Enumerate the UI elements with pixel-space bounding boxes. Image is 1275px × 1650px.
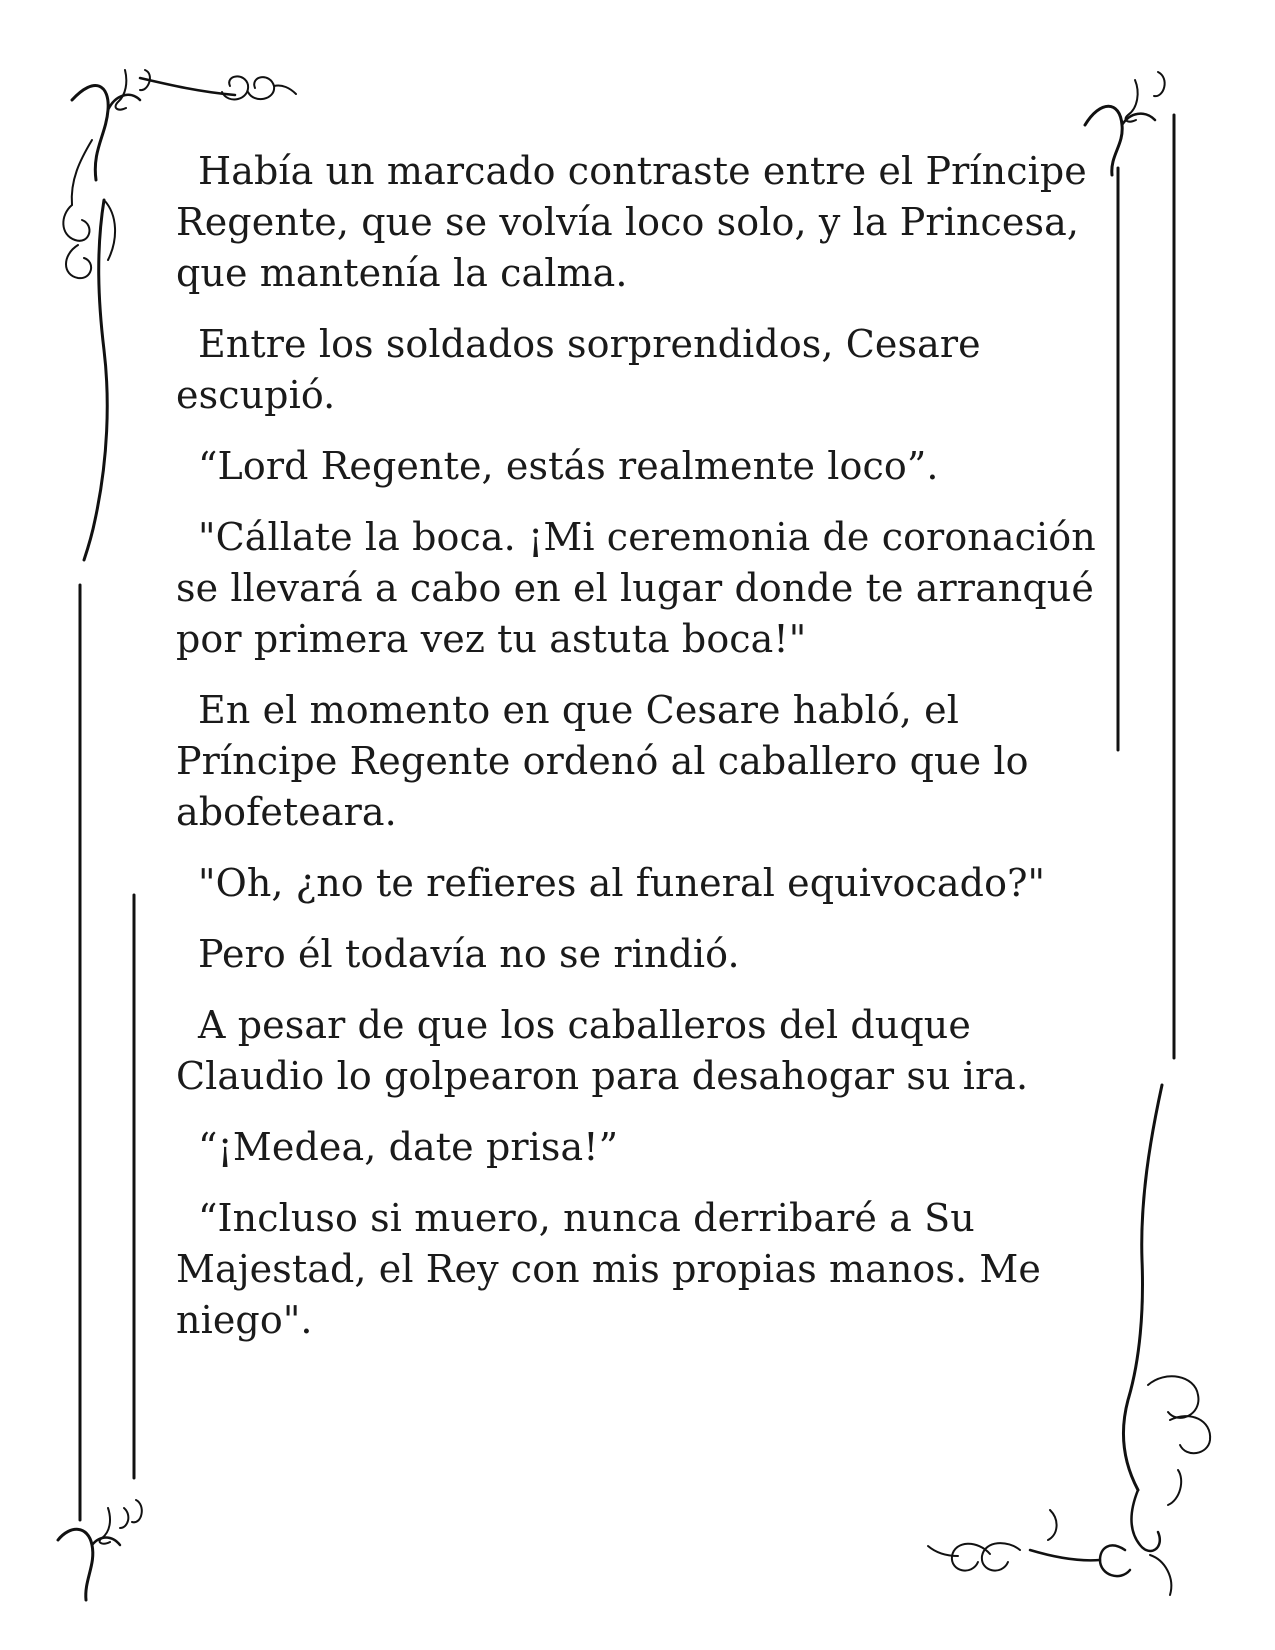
top-right-flourish: [1085, 72, 1165, 175]
paragraph: “Lord Regente, estás realmente loco”.: [198, 444, 939, 488]
paragraph: Pero él todavía no se rindió.: [198, 932, 740, 976]
story-text: [176, 146, 1096, 1366]
paragraph: “¡Medea, date prisa!”: [198, 1125, 619, 1169]
paragraph: “Incluso si muero, nunca derribaré a Su Majestad, el Rey con mis propias manos. Me niego".: [176, 1196, 1041, 1342]
paragraph: En el momento en que Cesare habló, el Príncipe Regente ordenó al caballero que lo abofeteara.: [176, 688, 1029, 834]
paragraph: A pesar de que los caballeros del duque Claudio lo golpearon para desahogar su ira.: [176, 1003, 1029, 1098]
paragraph: Había un marcado contraste entre el Príncipe Regente, que se volvía loco solo, y la Princesa, que mantenía la calma.: [176, 149, 1087, 295]
paragraph: "Oh, ¿no te refieres al funeral equivocado?": [198, 861, 1046, 905]
bottom-left-flourish: [58, 1500, 142, 1600]
paragraph: "Cállate la boca. ¡Mi ceremonia de coronación se llevará a cabo en el lugar donde te arranqué por primera vez tu astuta boca!": [176, 515, 1096, 661]
paragraph: Entre los soldados sorprendidos, Cesare escupió.: [176, 322, 981, 417]
